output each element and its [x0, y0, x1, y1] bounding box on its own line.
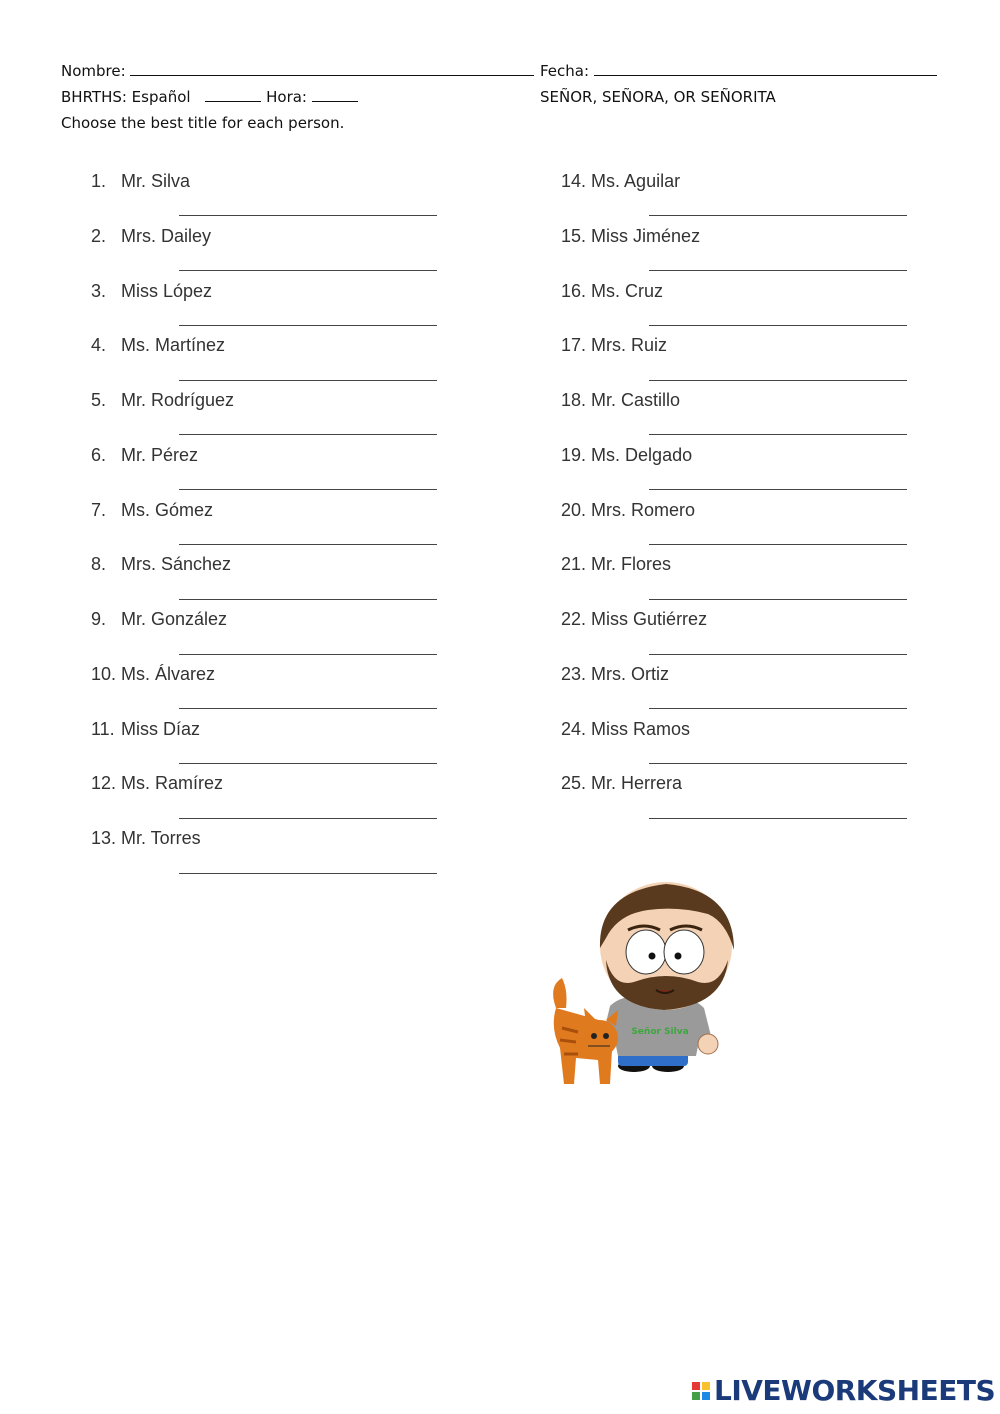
item-name: Mr. Herrera [591, 773, 683, 793]
item-name: Mr. Torres [121, 828, 201, 848]
item-number: 16. [561, 281, 587, 301]
list-item [91, 609, 227, 630]
answer-input[interactable] [649, 740, 911, 764]
list-item [561, 609, 707, 630]
answer-input[interactable] [179, 631, 441, 655]
item-number: 10. [91, 664, 117, 684]
list-item [91, 773, 223, 794]
list-item [561, 445, 692, 466]
list-item [91, 554, 231, 575]
answer-line [649, 654, 907, 655]
answer-line [649, 818, 907, 819]
answer-line [649, 763, 907, 764]
list-item [91, 390, 234, 411]
list-item [91, 281, 212, 302]
hora-label: Hora: [266, 88, 307, 106]
item-name: Ms. Aguilar [591, 171, 681, 191]
list-item [91, 500, 213, 521]
answer-input[interactable] [179, 466, 441, 490]
answer-input[interactable] [179, 411, 441, 435]
item-name: Miss Jiménez [591, 226, 701, 246]
item-name: Mrs. Ortiz [591, 664, 670, 684]
answer-line [179, 873, 437, 874]
item-number: 18. [561, 390, 587, 410]
item-number: 7. [91, 500, 107, 520]
answer-line [179, 763, 437, 764]
item-name: Ms. Gómez [121, 500, 214, 520]
nombre-blank[interactable] [130, 63, 534, 76]
list-item [91, 828, 201, 849]
answer-line [179, 599, 437, 600]
list-item [561, 171, 680, 192]
answer-line [649, 434, 907, 435]
answer-input[interactable] [179, 521, 441, 545]
answer-input[interactable] [179, 357, 441, 381]
item-number: 20. [561, 500, 587, 520]
item-number: 11. [91, 719, 115, 739]
nombre-label: Nombre: [61, 62, 126, 80]
answer-input[interactable] [649, 576, 911, 600]
answer-input[interactable] [179, 302, 441, 326]
answer-line [179, 489, 437, 490]
teacher-figure [600, 882, 734, 1072]
topic-title: SEÑOR, SEÑORA, OR SEÑORITA [540, 88, 776, 106]
list-item [91, 171, 190, 192]
hora-blank[interactable] [312, 89, 358, 102]
item-number: 24. [561, 719, 587, 739]
item-name: Mr. González [121, 609, 228, 629]
answer-line [179, 544, 437, 545]
list-item [561, 664, 669, 685]
item-number: 5. [91, 390, 107, 410]
item-number: 17. [561, 335, 587, 355]
list-item [561, 335, 667, 356]
instructions: Choose the best title for each person. [61, 114, 345, 132]
item-number: 1. [91, 171, 107, 191]
item-number: 3. [91, 281, 107, 301]
list-item [561, 281, 663, 302]
fecha-row [540, 62, 937, 80]
list-item [561, 719, 690, 740]
answer-line [649, 544, 907, 545]
item-name: Mrs. Dailey [121, 226, 212, 246]
item-number: 4. [91, 335, 107, 355]
answer-input[interactable] [649, 631, 911, 655]
answer-line [649, 270, 907, 271]
item-name: Ms. Álvarez [121, 664, 216, 684]
answer-input[interactable] [179, 795, 441, 819]
answer-line [649, 380, 907, 381]
item-name: Miss Ramos [591, 719, 691, 739]
answer-input[interactable] [649, 795, 911, 819]
item-number: 14. [561, 171, 587, 191]
item-name: Mrs. Ruiz [591, 335, 668, 355]
answer-line [179, 708, 437, 709]
item-number: 13. [91, 828, 117, 848]
item-name: Mr. Pérez [121, 445, 199, 465]
answer-input[interactable] [179, 247, 441, 271]
item-name: Ms. Delgado [591, 445, 693, 465]
item-number: 23. [561, 664, 587, 684]
item-number: 8. [91, 554, 107, 574]
list-item [561, 390, 680, 411]
item-name: Miss Gutiérrez [591, 609, 708, 629]
cat-figure [553, 978, 618, 1084]
list-item [561, 226, 700, 247]
answer-line [179, 654, 437, 655]
answer-input[interactable] [649, 302, 911, 326]
item-number: 25. [561, 773, 587, 793]
answer-line [179, 380, 437, 381]
list-item [91, 664, 215, 685]
shirt-text: Señor Silva [631, 1027, 689, 1037]
item-name: Mr. Rodríguez [121, 390, 235, 410]
logo-mark-icon [692, 1382, 710, 1400]
item-number: 19. [561, 445, 587, 465]
item-number: 2. [91, 226, 107, 246]
answer-input[interactable] [649, 192, 911, 216]
logo-text: LIVEWORKSHEETS [714, 1374, 996, 1407]
answer-line [179, 818, 437, 819]
liveworksheets-logo [692, 1374, 995, 1407]
teacher-with-cat-illustration [548, 878, 743, 1093]
answer-line [649, 215, 907, 216]
list-item [91, 226, 211, 247]
answer-input[interactable] [649, 521, 911, 545]
answer-input[interactable] [649, 685, 911, 709]
item-number: 12. [91, 773, 117, 793]
answer-input[interactable] [179, 740, 441, 764]
answer-line [179, 215, 437, 216]
nombre-row [61, 62, 534, 80]
answer-input[interactable] [179, 850, 441, 874]
item-number: 22. [561, 609, 587, 629]
answer-input[interactable] [649, 357, 911, 381]
item-number: 9. [91, 609, 107, 629]
item-name: Mr. Flores [591, 554, 672, 574]
answer-line [649, 599, 907, 600]
answer-input[interactable] [179, 192, 441, 216]
item-name: Miss López [121, 281, 213, 301]
fecha-blank[interactable] [594, 63, 937, 76]
answer-line [179, 325, 437, 326]
answer-line [649, 325, 907, 326]
list-item [561, 554, 671, 575]
fecha-label: Fecha: [540, 62, 590, 80]
class-label: BHRTHS: Español [61, 88, 191, 106]
item-number: 6. [91, 445, 107, 465]
item-name: Mrs. Sánchez [121, 554, 232, 574]
class-row [61, 88, 358, 106]
list-item [561, 500, 695, 521]
answer-input[interactable] [179, 576, 441, 600]
answer-line [179, 270, 437, 271]
answer-line [179, 434, 437, 435]
period-blank[interactable] [205, 89, 261, 102]
answer-line [649, 708, 907, 709]
item-number: 21. [561, 554, 587, 574]
answer-input[interactable] [179, 685, 441, 709]
list-item [561, 773, 682, 794]
item-number: 15. [561, 226, 587, 246]
item-name: Ms. Martínez [121, 335, 226, 355]
item-name: Miss Díaz [121, 719, 201, 739]
answer-input[interactable] [649, 411, 911, 435]
list-item [91, 445, 198, 466]
item-name: Ms. Ramírez [121, 773, 224, 793]
item-name: Ms. Cruz [591, 281, 664, 301]
list-item [91, 719, 200, 740]
list-item [91, 335, 225, 356]
answer-line [649, 489, 907, 490]
item-name: Mr. Castillo [591, 390, 681, 410]
answer-input[interactable] [649, 466, 911, 490]
answer-input[interactable] [649, 247, 911, 271]
item-name: Mrs. Romero [591, 500, 696, 520]
item-name: Mr. Silva [121, 171, 191, 191]
